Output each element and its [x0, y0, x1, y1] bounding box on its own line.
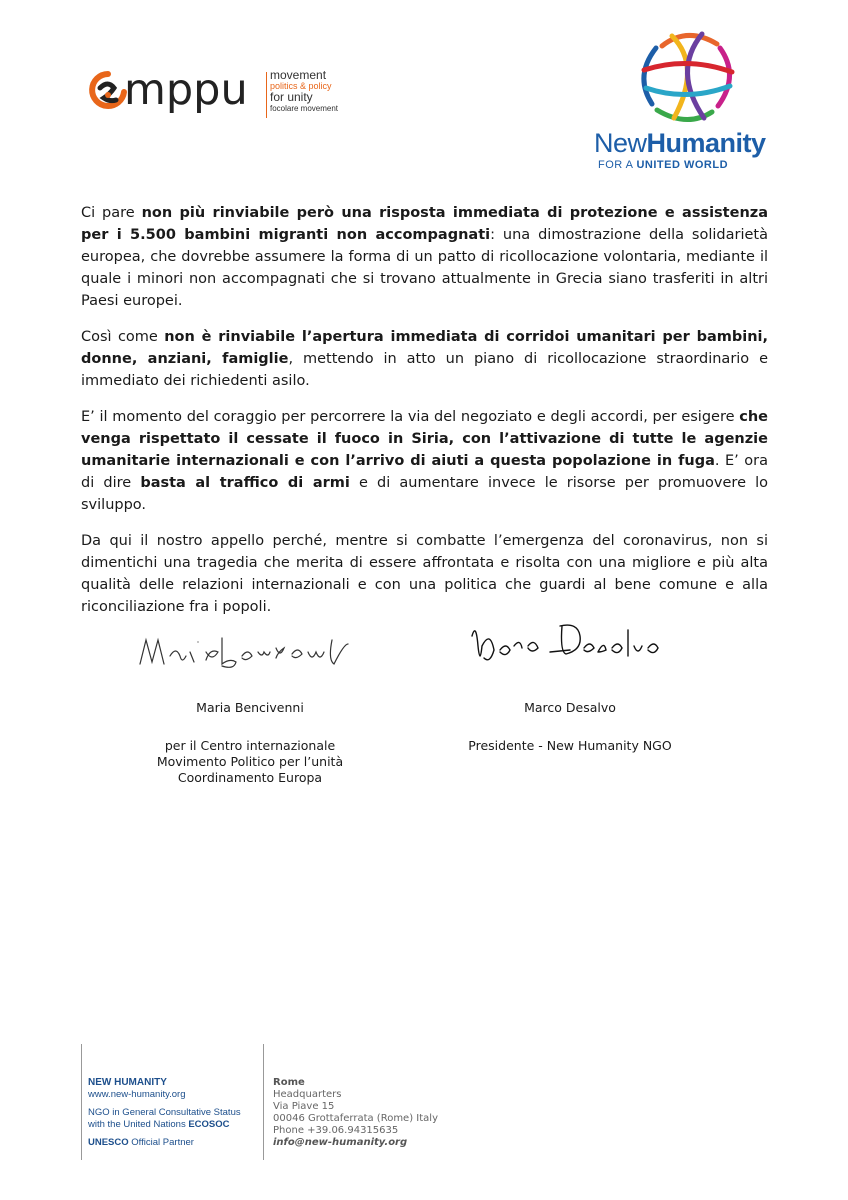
paragraph-1: [81, 202, 768, 312]
text-run: e di aumentare invece le risorse per promuovere lo sviluppo.: [81, 475, 769, 513]
footer-organization: [88, 1077, 241, 1149]
signatory-name: Marco Desalvo: [524, 700, 616, 715]
mppu-line-1: movement: [270, 68, 327, 82]
footer-phone: Phone +39.06.94315635: [273, 1125, 399, 1136]
mppu-emblem-icon: [88, 70, 128, 120]
nh-name-part1: New: [594, 128, 647, 158]
new-humanity-tagline: [598, 159, 728, 171]
footer-address: [273, 1077, 438, 1149]
signatory-role: Movimento Politico per l’unità: [156, 754, 344, 769]
bold-text-run: basta al traffico di armi: [140, 475, 350, 491]
footer-org-name: NEW HUMANITY: [88, 1077, 167, 1088]
bold-text-run: non più rinviabile però una risposta immediata di protezione e assistenza per i 5.500 bambini migranti non accompagnati: [81, 205, 768, 243]
footer-city: Rome: [273, 1077, 305, 1088]
footer-website-link[interactable]: www.new-humanity.org: [88, 1089, 186, 1100]
footer-status-line: NGO in General Consultative Status: [88, 1107, 241, 1118]
footer-unesco: UNESCO: [88, 1137, 129, 1148]
text-run: Così come: [81, 329, 165, 345]
footer-street: Via Piave 15: [273, 1101, 335, 1112]
text-run: E’ il momento del coraggio per percorrere la via del negoziato e degli accordi, per esigere: [81, 409, 740, 425]
text-run: Da qui il nostro appello perché, mentre si combatte l’emergenza del coronavirus, non si dimentichi una tragedia che merita di essere affrontata e risolta con una migliore e più alta qualità delle relazioni internazionali e con una politica che guardi al bene comune e alla riconciliazione fra i popoli.: [81, 533, 768, 615]
nh-name-part2: Humanity: [646, 128, 766, 158]
mppu-wordmark: mppu: [124, 65, 248, 115]
footer-email-link[interactable]: info@new-humanity.org: [273, 1137, 408, 1148]
footer-unesco-rest: Official Partner: [128, 1137, 194, 1148]
text-run: Ci pare: [81, 205, 142, 221]
mppu-line-4: focolare movement: [270, 104, 339, 113]
footer-zip-city: 00046 Grottaferrata (Rome) Italy: [273, 1113, 438, 1124]
text-run: : una dimostrazione della solidarietà europea, che dovrebbe assumere la forma di un patto di ricollocazione volontaria, mediante il quale i minori non accompagnati che si trovano attualmente in Grecia siano trasferiti in altri Paesi europei.: [81, 227, 768, 309]
footer-unesco-line: [88, 1137, 241, 1149]
footer-divider: [81, 1044, 82, 1160]
signatory-role: per il Centro internazionale: [164, 738, 336, 753]
letter-body: [81, 202, 768, 632]
nh-tag-part2: UNITED WORLD: [636, 159, 729, 171]
signature-block-maria: [140, 700, 360, 786]
text-run: , mettendo in atto un piano di ricollocazione straordinario e immediato dei richiedenti asilo.: [81, 351, 769, 389]
footer-status-line: [88, 1119, 241, 1131]
bold-text-run: che venga rispettato il cessate il fuoco in Siria, con l’attivazione di tutte le agenzie umanitarie internazionali e con l’arrivo di aiuti a questa popolazione in fuga: [81, 409, 768, 469]
footer-ecosoc: ECOSOC: [188, 1119, 230, 1130]
footer-status-text: with the United Nations: [88, 1119, 189, 1130]
paragraph-3: [81, 406, 768, 516]
paragraph-2: [81, 326, 768, 392]
mppu-line-3: for unity: [270, 90, 313, 104]
new-humanity-logo: [594, 26, 774, 176]
signatory-role: Coordinamento Europa: [177, 770, 323, 785]
mppu-divider: [266, 72, 267, 118]
footer-hq: Headquarters: [273, 1089, 342, 1100]
bold-text-run: non è rinviabile l’apertura immediata di corridoi umanitari per bambini, donne, anziani, famiglie: [81, 329, 768, 367]
mppu-logo: [88, 66, 338, 122]
new-humanity-name: [594, 128, 766, 159]
footer-divider: [263, 1044, 264, 1160]
mppu-subtitle: [270, 70, 338, 114]
nh-tag-part1: FOR A: [598, 159, 637, 171]
signatory-name: Maria Bencivenni: [196, 700, 304, 715]
mppu-line-2: politics & policy: [270, 81, 332, 91]
new-humanity-globe-icon: [632, 26, 742, 126]
paragraph-4: [81, 530, 768, 618]
text-run: . E’ ora di dire: [81, 453, 768, 491]
signature-block-marco: [460, 700, 680, 754]
signature-maria-image: [136, 622, 376, 682]
signature-marco-image: [466, 616, 686, 676]
signatory-role: Presidente - New Humanity NGO: [468, 738, 672, 753]
